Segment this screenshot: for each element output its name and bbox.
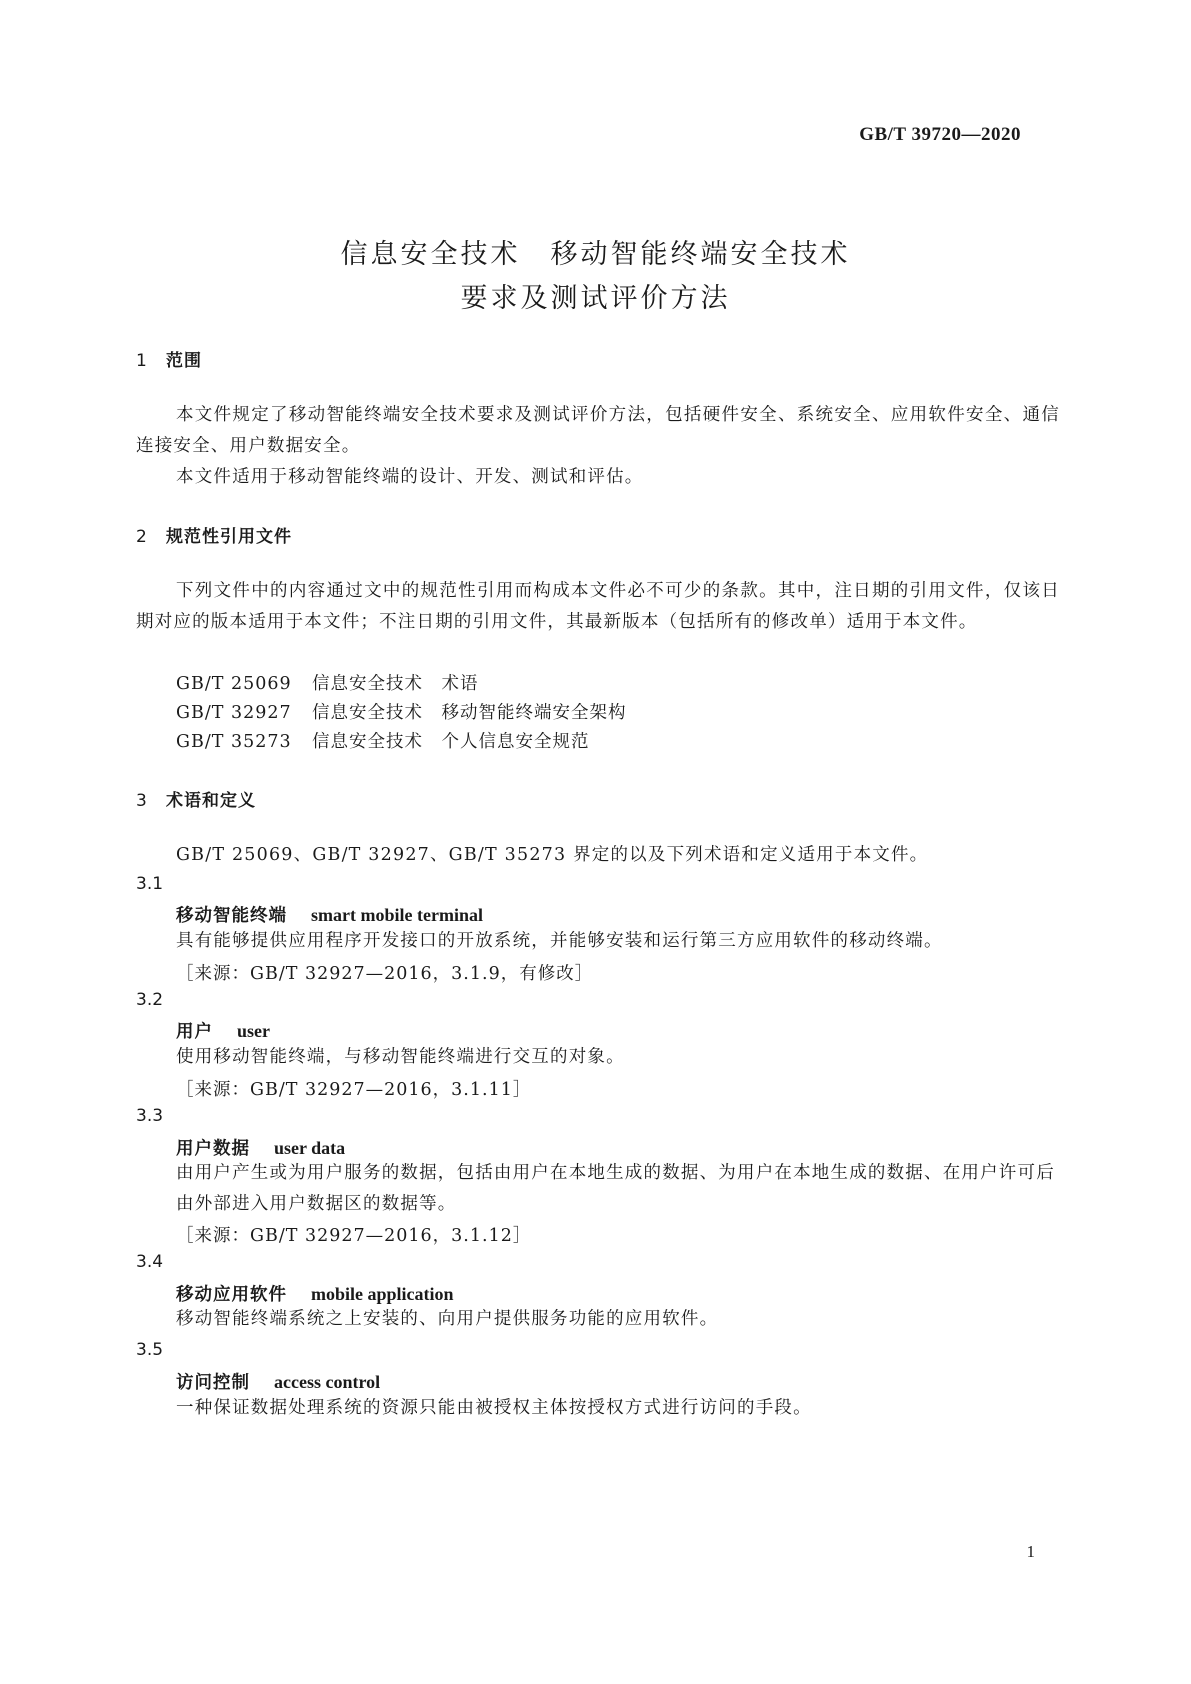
term-chinese: 移动应用软件 — [176, 1285, 287, 1305]
section-number: 1 — [136, 351, 147, 371]
reference-item — [176, 728, 590, 753]
terms-intro: GB/T 25069、GB/T 32927、GB/T 35273 界定的以及下列术语和定义适用于本文件。 — [176, 845, 929, 865]
term-english: access control — [274, 1372, 381, 1392]
section-number: 2 — [136, 527, 147, 547]
reference-code: GB/T 25069 — [176, 674, 292, 694]
reference-item — [176, 670, 479, 695]
reference-code: GB/T 35273 — [176, 732, 292, 752]
term-heading — [176, 1369, 380, 1394]
term-source: ［来源：GB/T 32927—2016，3.1.11］ — [176, 1080, 532, 1100]
section-title: 术语和定义 — [166, 791, 256, 811]
section-1-heading — [136, 346, 202, 371]
term-heading — [176, 902, 483, 927]
term-number: 3.5 — [136, 1340, 164, 1360]
reference-code: GB/T 32927 — [176, 703, 292, 723]
normative-intro: 下列文件中的内容通过文中的规范性引用而构成本文件必不可少的条款。其中，注日期的引用文件，仅该日期对应的版本适用于本文件；不注日期的引用文件，其最新版本（包括所有的修改单）适用于本文件。 — [136, 581, 1060, 632]
section-title: 范围 — [166, 351, 202, 371]
reference-title: 信息安全技术 移动智能终端安全架构 — [312, 703, 627, 723]
term-heading — [176, 1281, 454, 1306]
page-number: 1 — [1026, 1542, 1035, 1561]
term-number: 3.3 — [136, 1106, 164, 1126]
term-definition: 由用户产生或为用户服务的数据，包括由用户在本地生成的数据、为用户在本地生成的数据、在用户许可后由外部进入用户数据区的数据等。 — [176, 1163, 1055, 1214]
standard-code: GB/T 39720—2020 — [859, 124, 1021, 145]
term-definition: 具有能够提供应用程序开发接口的开放系统，并能够安装和运行第三方应用软件的移动终端。 — [176, 931, 943, 951]
term-definition: 一种保证数据处理系统的资源只能由被授权主体按授权方式进行访问的手段。 — [176, 1398, 812, 1418]
term-number: 3.4 — [136, 1252, 164, 1272]
term-number: 3.1 — [136, 874, 164, 894]
term-definition: 移动智能终端系统之上安装的、向用户提供服务功能的应用软件。 — [176, 1309, 719, 1329]
section-2-heading — [136, 522, 292, 547]
term-english: user — [237, 1021, 270, 1041]
scope-paragraph-1: 本文件规定了移动智能终端安全技术要求及测试评价方法，包括硬件安全、系统安全、应用软件安全、通信连接安全、用户数据安全。 — [136, 405, 1060, 456]
term-chinese: 访问控制 — [176, 1373, 250, 1393]
section-number: 3 — [136, 791, 147, 811]
term-heading — [176, 1135, 345, 1160]
term-english: smart mobile terminal — [311, 905, 483, 925]
document-title-line-2: 要求及测试评价方法 — [460, 283, 731, 314]
term-chinese: 移动智能终端 — [176, 906, 287, 926]
document-title-line-1: 信息安全技术 移动智能终端安全技术 — [340, 239, 851, 270]
term-chinese: 用户 — [176, 1022, 213, 1042]
term-source: ［来源：GB/T 32927—2016，3.1.12］ — [176, 1226, 532, 1246]
term-definition: 使用移动智能终端，与移动智能终端进行交互的对象。 — [176, 1047, 625, 1067]
term-source: ［来源：GB/T 32927—2016，3.1.9，有修改］ — [176, 964, 594, 984]
scope-paragraph-2: 本文件适用于移动智能终端的设计、开发、测试和评估。 — [176, 467, 644, 487]
term-heading — [176, 1018, 270, 1043]
reference-item — [176, 699, 627, 724]
reference-title: 信息安全技术 个人信息安全规范 — [312, 732, 590, 752]
reference-title: 信息安全技术 术语 — [312, 674, 479, 694]
term-english: mobile application — [311, 1284, 454, 1304]
section-title: 规范性引用文件 — [166, 527, 292, 547]
term-number: 3.2 — [136, 990, 164, 1010]
term-english: user data — [274, 1138, 346, 1158]
section-3-heading — [136, 786, 256, 811]
term-chinese: 用户数据 — [176, 1139, 250, 1159]
